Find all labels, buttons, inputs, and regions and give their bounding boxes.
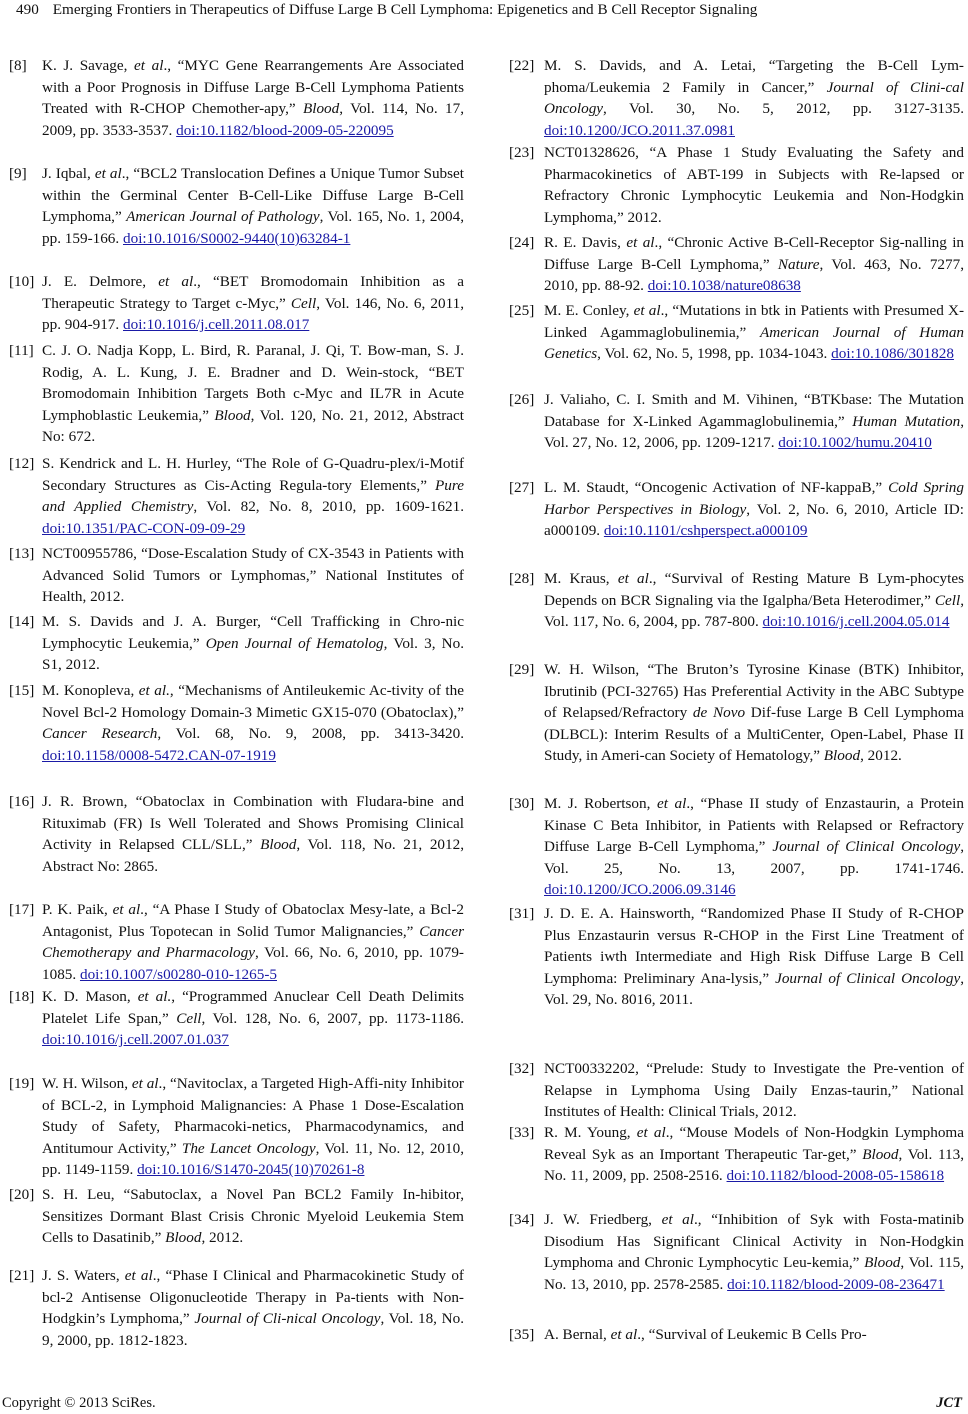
citation-text: , Vol. 120, No. 21, 2012, Abstract No: 672. [42,406,464,446]
citation-text: , Vol. 2, No. 6, 2010, Article ID: a000109. [544,500,964,540]
italic-text: et al [124,1267,153,1284]
italic-text: Human Mutation [852,412,961,430]
citation-text: M. J. Robertson, [544,795,657,812]
italic-text: et al. [138,682,170,699]
citation-text: ., “Survival of Leukemic B Cells Pro- [637,1326,867,1343]
reference-item [0,55,470,141]
reference-number: [23] [509,144,535,161]
reference-item [502,232,968,297]
italic-text: Cold Spring Harbor Perspectives in Biology [544,479,964,518]
running-header [16,0,956,22]
reference-item [0,340,470,448]
italic-text: et al [158,273,194,290]
reference-text [42,680,464,766]
citation-text: ., “Phase I Clinical and Pharmacokinetic Study of bcl-2 Antisense Oligonucleotide Therapy in Pa-tients with Non-Hodgkin’s Lymphoma,” [42,1267,464,1328]
italic-text: Nature [777,255,820,273]
citation-text: J. Valiaho, C. I. Smith and M. Vihinen, “BTKbase: The Mutation Database for X-Linked Agammaglobulinemia,” [544,391,964,430]
reference-item [0,680,470,766]
reference-text [544,903,964,1011]
doi-link[interactable]: doi:10.1200/JCO.2011.37.0981 [544,121,735,139]
citation-text: , Vol. 68, No. 9, 2008, pp. 3413-3420. [157,725,465,743]
reference-text [544,659,964,767]
reference-item [0,1073,470,1181]
italic-text: Blood [302,100,340,118]
reference-item [502,1058,968,1123]
reference-item [502,300,968,365]
citation-text: ., “MYC Gene Rearrangements Are Associated with a Poor Prognosis in Diffuse Large B-Cell Lymphoma Patients Treated with R-CHOP Chemother-apy,” [42,57,464,118]
reference-number: [10] [9,273,35,290]
citation-text: J. R. Brown, “Obatoclax in Combination with Fludara-bine and Rituximab (FR) Is Well Tolerated and Shows Promising Clinical Activity in Relapsed CLL/SLL,” [42,793,464,854]
citation-text: ., “Survival of Resting Mature B Lym-phocytes Depends on BCR Signaling via the Igalpha/Beta Heterodimer,” [544,570,964,609]
citation-text: J. D. E. A. Hainsworth, “Randomized Phase II Study of R-CHOP Plus Enzastaurin versus R-CHOP in the First Line Treatment of Patients iwth Intermediate and High Risk Diffuse Large B Cell Lymphoma: Preliminary Ana-lysis,” [544,905,964,987]
reference-number: [18] [9,988,35,1005]
italic-text: et al [626,234,655,251]
reference-text [544,1122,964,1187]
italic-text: American Journal of Human Genetics [544,323,965,363]
reference-number: [17] [9,901,35,918]
reference-number: [34] [509,1211,535,1228]
citation-text: , Vol. 62, No. 5, 1998, pp. 1034-1043. [597,345,832,363]
citation-text: C. J. O. Nadja Kopp, L. Bird, R. Paranal, J. Qi, T. Bow-man, S. J. Rodig, A. L. Kung, J. E. Bradner and D. Wein-stock, “BET Bromodomain Inhibition Targets Both c-Myc and IL7R in Acute Lymphoblastic Leukemia,” [42,342,464,424]
reference-number: [30] [509,795,535,812]
reference-number: [9] [9,165,27,182]
citation-text: ., “Mouse Models of Non-Hodgkin Lymphoma Reveal Syk as an Important Therapeutic Tar-get,” [544,1124,964,1163]
citation-text: , Vol. 118, No. 21, 2012, Abstract No: 2865. [42,836,464,875]
italic-text: Pure and Applied Chemistry [42,476,464,516]
citation-text: K. D. Mason, [42,988,138,1005]
reference-item [502,568,968,633]
citation-text: , Vol. 66, No. 6, 2010, pp. 1079-1085. [42,944,464,983]
citation-text: M. Konopleva, [42,682,139,699]
reference-text [544,477,964,542]
reference-number: [32] [509,1060,535,1077]
citation-text: , 2012. [860,747,902,765]
citation-text: , Vol. 29, No. 8016, 2011. [544,969,964,1009]
reference-item [0,543,470,608]
reference-number: [24] [509,234,535,251]
page-number: 490 [16,1,39,18]
reference-text [42,611,464,676]
citation-text: M. S. Davids, and A. Letai, “Targeting the B-Cell Lym-phoma/Leukemia 2 Family in Cancer,” [544,57,964,96]
reference-number: [15] [9,682,35,699]
doi-link[interactable]: doi:10.1182/blood-2009-08-236471 [727,1275,945,1293]
citation-text: , Vol. 115, No. 13, 2010, pp. 2578-2585. [544,1254,965,1293]
italic-text: et al [131,1075,159,1092]
reference-number: [31] [509,905,535,922]
italic-text: Cancer Research [42,725,158,743]
citation-text: , Vol. 128, No. 6, 2007, pp. 1173-1186. [201,1009,464,1027]
reference-item [502,477,968,542]
reference-text [42,271,464,336]
citation-text: ., “Inhibition of Syk with Fosta-matinib Disodium Has Significant Clinical Activity in Non-Hodgkin Lymphoma and Chronic Lymphocytic Leu-kemia,” [544,1211,964,1272]
reference-number: [26] [509,391,535,408]
italic-text: et al [610,1326,638,1343]
reference-text [42,899,464,985]
italic-text: Cell [934,591,961,609]
reference-number: [12] [9,455,35,472]
citation-text: R. E. Davis, [544,234,627,251]
citation-text: J. W. Friedberg, [544,1211,662,1228]
doi-link[interactable]: doi:10.1002/humu.20410 [778,434,932,452]
italic-text: Cancer Chemotherapy and Pharmacology [42,922,464,962]
citation-text: Dif-fuse Large B Cell Lymphoma (DLBCL): Interim Results of a MultiCenter, Open-Label, Phase II Study, in Ameri-can Society of Hematology,” [544,704,964,765]
doi-link[interactable]: doi:10.1016/S1470-2045(10)70261-8 [137,1161,365,1179]
citation-text: S. Kendrick and L. H. Hurley, “The Role of G-Quadru-plex/i-Motif Secondary Structures as Cis-Acting Regula-tory Elements,” [42,455,464,494]
reference-text [42,453,464,539]
reference-number: [20] [9,1186,35,1203]
reference-number: [33] [509,1124,535,1141]
citation-text: , Vol. 82, No. 8, 2010, pp. 1609-1621. [193,498,464,516]
reference-item [0,986,470,1051]
citation-text: J. E. Delmore, [42,273,159,290]
reference-item [502,142,968,228]
italic-text: Cell [290,294,317,312]
citation-text: J. S. Waters, [42,1267,125,1284]
citation-text: ., “A Phase I Study of Obatoclax Mesy-late, a Bcl-2 Antagonist, Plus Topotecan in Solid Tumor Malignancies,” [42,901,464,940]
reference-number: [8] [9,57,27,74]
italic-text: The Lancet Oncology [181,1139,316,1157]
reference-number: [22] [509,57,535,74]
reference-item [502,1122,968,1187]
italic-text: Cell [176,1009,202,1027]
doi-link[interactable]: doi:10.1182/blood-2009-05-220095 [176,121,394,139]
citation-text: A. Bernal, [544,1326,611,1343]
citation-text: M. Kraus, [544,570,618,587]
citation-text: , Vol. 146, No. 6, 2011, pp. 904-917. [42,294,464,334]
citation-text: ., “Phase II study of Enzastaurin, a Protein Kinase C Beta Inhibitor, in Patients with Relapsed or Refractory Diffuse Large B-Cell Lymphoma,” [544,795,964,856]
reference-number: [28] [509,570,535,587]
citation-text: K. J. Savage, [42,57,135,74]
reference-item [502,1209,968,1295]
journal-abbreviation: JCT [936,1395,962,1411]
italic-text: et al [636,1124,666,1141]
reference-text [42,543,464,608]
reference-number: [21] [9,1267,35,1284]
doi-link[interactable]: doi:10.1086/301828 [831,345,954,363]
reference-item [0,1265,470,1351]
doi-link[interactable]: doi:10.1351/PAC-CON-09-09-29 [42,519,246,537]
reference-text [42,1184,464,1249]
reference-number: [13] [9,545,35,562]
citation-text: M. S. Davids and J. A. Burger, “Cell Trafficking in Chro-nic Lymphocytic Leukemia,” [42,613,464,652]
citation-text: L. M. Staudt, “Oncogenic Activation of NF-kappaB,” [544,479,889,496]
doi-link[interactable]: doi:10.1038/nature08638 [647,277,801,295]
citation-text: , “Programmed Anuclear Cell Death Delimits Platelet Life Span,” [42,988,464,1027]
reference-item [0,453,470,539]
reference-text [544,1058,964,1123]
page-footer [0,1393,962,1413]
reference-text [42,791,464,877]
citation-text: NCT00332202, “Prelude: Study to Investigate the Pre-vention of Relapse in Lymphoma Using Daily Enzas-taurin,” National Institutes of Health: Clinical Trials, 2012. [544,1060,964,1121]
citation-text: , “Mechanisms of Antileukemic Ac-tivity of the Novel Bcl-2 Homology Domain-3 Mimetic GX15-070 (Obatoclax),” [42,682,464,721]
doi-link[interactable]: doi:10.1200/JCO.2006.09.3146 [544,881,736,899]
reference-number: [29] [509,661,535,678]
reference-item [0,611,470,676]
italic-text: Blood [260,836,297,854]
citation-text: S. H. Leu, “Sabutoclax, a Novel Pan BCL2 Family In-hibitor, Sensitizes Dormant Blast Crisis Chronic Myeloid Leukemia Stem Cells to Dasatinib,” [42,1186,464,1247]
italic-text: et al [657,795,687,812]
doi-link[interactable]: doi:10.1016/j.cell.2007.01.037 [42,1031,229,1049]
reference-item [0,163,470,249]
citation-text: R. M. Young, [544,1124,637,1141]
reference-text [544,1324,964,1346]
reference-item [0,791,470,877]
citation-text: , Vol. 27, No. 12, 2006, pp. 1209-1217. [544,412,965,452]
reference-item [502,903,968,1011]
italic-text: Journal of Clinical Oncology [772,838,961,856]
reference-item [502,55,968,141]
citation-text: ., “Navitoclax, a Targeted High-Affi-nity Inhibitor of BCL-2, in Lymphoid Malignancies: A Phase 1 Dose-Escalation Study of Safety, Pharmacoki-netics, Pharmacodynamics, and Antitumour Activity,” [42,1075,464,1157]
citation-text: ., “BCL2 Translocation Defines a Unique Tumor Subset within the Germinal Center B-Cell-Like Diffuse Large B-Cell Lymphoma,” [42,165,464,226]
reference-number: [19] [9,1075,35,1092]
citation-text: , Vol. 114, No. 17, 2009, pp. 3533-3537. [42,100,464,139]
reference-text [42,55,464,141]
doi-link[interactable]: doi:10.1158/0008-5472.CAN-07-1919 [42,746,276,764]
citation-text: , Vol. 25, No. 13, 2007, pp. 1741-1746. [544,838,964,877]
reference-number: [27] [509,479,535,496]
citation-text: P. K. Paik, [42,901,113,918]
italic-text: et al [94,165,122,182]
reference-text [544,568,964,633]
doi-link[interactable]: doi:10.1016/j.cell.2011.08.017 [123,316,310,334]
italic-text: et al [617,570,649,587]
reference-text [544,1209,964,1295]
doi-link[interactable]: doi:10.1016/j.cell.2004.05.014 [762,613,950,631]
reference-text [42,1073,464,1181]
citation-text: , 2012. [201,1229,244,1247]
citation-text: J. Iqbal, [42,165,95,182]
reference-text [42,986,464,1051]
citation-text: NCT00955786, “Dose-Escalation Study of CX-3543 in Patients with Advanced Solid Tumors or Lymphomas,” National Institutes of Health, 2012. [42,545,464,606]
reference-text [544,389,964,454]
italic-text: Blood [823,747,861,765]
citation-text: , Vol. 113, No. 11, 2009, pp. 2508-2516. [544,1145,964,1185]
reference-item [502,659,968,767]
reference-text [42,340,464,448]
italic-text: American Journal of Pathology [126,208,320,226]
italic-text: Blood [862,1145,899,1163]
citation-text: , Vol. 11, No. 12, 2010, pp. 1149-1159. [42,1139,464,1179]
citation-text: , Vol. 3, No. S1, 2012. [42,634,464,674]
italic-text: et al. [137,988,172,1005]
reference-text [544,232,964,297]
reference-number: [16] [9,793,35,810]
citation-text: , Vol. 18, No. 9, 2000, pp. 1812-1823. [42,1310,464,1349]
doi-link[interactable]: doi:10.1016/S0002-9440(10)63284-1 [123,229,351,247]
citation-text: , Vol. 165, No. 1, 2004, pp. 159-166. [42,208,464,247]
citation-text: ., “BET Bromodomain Inhibition as a Therapeutic Strategy to Target c-Myc,” [42,273,464,312]
reference-item [0,1184,470,1249]
citation-text: ., “Chronic Active B-Cell-Receptor Sig-nalling in Diffuse Large B-Cell Lymphoma,” [544,234,965,273]
italic-text: Journal of Cli-nical Oncology [194,1310,381,1328]
reference-text [544,793,964,901]
citation-text: ., “Mutations in btk in Patients with Presumed X-Linked Agammaglobulinemia,” [544,302,965,341]
reference-item [502,389,968,454]
citation-text: , Vol. 30, No. 5, 2012, pp. 3127-3135. [603,100,964,118]
reference-item [502,793,968,901]
italic-text: et al [633,302,661,319]
reference-text [42,163,464,249]
italic-text: et al [112,901,141,918]
reference-item [502,1324,968,1346]
reference-text [544,300,964,365]
copyright-notice: Copyright © 2013 SciRes. [2,1395,156,1411]
citation-text: M. E. Conley, [544,302,634,319]
italic-text: Open Journal of Hematolog [205,634,384,652]
doi-link[interactable]: doi:10.1182/blood-2008-05-158618 [726,1167,945,1185]
reference-item [0,899,470,985]
reference-item [0,271,470,336]
reference-text [544,142,964,228]
reference-number: [25] [509,302,535,319]
citation-text: , Vol. 463, No. 7277, 2010, pp. 88-92. [544,255,964,295]
reference-text [42,1265,464,1351]
italic-text: Journal of Clinical Oncology [775,969,961,987]
italic-text: Blood [214,406,251,424]
reference-number: [11] [9,342,34,359]
citation-text: , Vol. 117, No. 6, 2004, pp. 787-800. [544,591,964,631]
doi-link[interactable]: doi:10.1007/s00280-010-1265-5 [79,965,277,983]
italic-text: de Novo [692,704,746,722]
italic-text: et al [661,1211,694,1228]
italic-text: Journal of Clini-cal Oncology [544,78,964,118]
reference-number: [35] [509,1326,535,1343]
running-title: Emerging Frontiers in Therapeutics of Diffuse Large B Cell Lymphoma: Epigenetics and B Cell Receptor Signaling [52,1,758,18]
reference-number: [14] [9,613,35,630]
citation-text: W. H. Wilson, “The Bruton’s Tyrosine Kinase (BTK) Inhibitor, Ibrutinib (PCI-32765) Has Preferential Activity in the ABC Subtype of Relapsed/Refractory [544,661,964,722]
italic-text: Blood [165,1229,202,1247]
citation-text: W. H. Wilson, [42,1075,132,1092]
doi-link[interactable]: doi:10.1101/cshperspect.a000109 [603,522,808,540]
italic-text: et al [134,57,164,74]
italic-text: Blood [864,1254,901,1272]
reference-text [544,55,964,141]
citation-text: NCT01328626, “A Phase 1 Study Evaluating the Safety and Pharmacokinetics of ABT-199 in Subjects with Re-lapsed or Refractory Chronic Lymphocytic Leukemia and Non-Hodgkin Lymphoma,” 2012. [544,144,964,226]
